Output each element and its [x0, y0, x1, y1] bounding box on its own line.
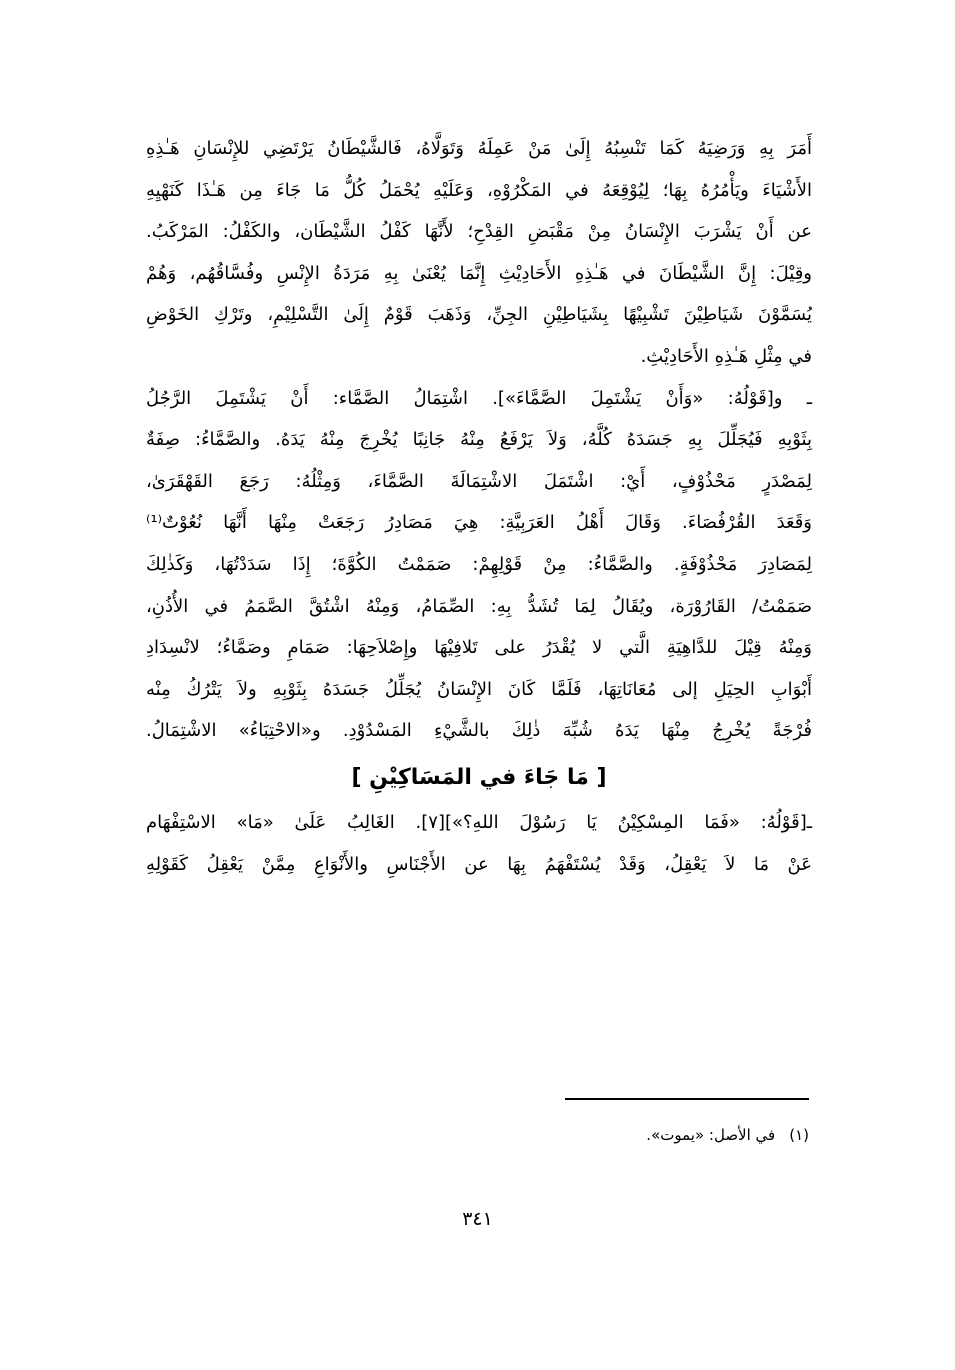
page-body — [146, 128, 812, 885]
text-line: عَنْ مَا لاَ يَعْقِلُ، وَقَدْ يُسْتَفْهَمُ بِهَا عن الأَجْنَاسِ والأَنْوَاعِ مِمَّنْ يَعْقِلُ كَقَوْلِهِ — [146, 853, 812, 875]
text-line: أَمَرَ بِهِ وَرَضِيَهُ كَمَا تَنْسِبُهُ إِلَىٰ مَنْ عَمِلَهُ وَتَوَلَّاهُ، فَالشَّيْطَانُ يَرْتَضِي للإِنْسَانِ هَـٰذِهِ — [146, 138, 812, 159]
text-line: صَمَمْتُ/ القَارُوْرَة، ويُقَالُ لِمَا تُشَدُّ بِهِ: الصِّمَامُ، وَمِنْهُ اشْتُقَّ الصَّمَمُ في الأُذُنِ، — [146, 595, 812, 617]
text-line: أَبْوَابِ الحِيَلِ إلى مُعَانَاتِهَا، فَلَمَّا كَانَ الإِنْسَانُ يُجَلِّلُ جَسَدَهُ بِثَوْبِهِ ولاَ يَتْرُكُ مِنْه — [146, 678, 812, 700]
text-line: لِمَصْدَرٍ مَحْذُوْفٍ، أَيْ: اشْتَمَلَ الاشْتِمَالَةَ الصَّمَّاءَ، وَمِثْلُهُ: رَجَعَ القَهْقَرَىٰ، — [146, 470, 812, 492]
text-line: يُسَمَّوْنَ شَيَاطِيْنَ تَشْبِيْهًا بِشَيَاطِيْنِ الجِنِّ، وَذَهَبَ قَوْمٌ إِلَىٰ التَّسْلِيْمِ، وتَرْكِ الخَوْضِ — [146, 304, 812, 326]
text-line: لِمَصَادِرَ مَحْذُوْفَةٍ. والصَّمَّاءُ: مِنْ قَوْلِهِمْ: صَمَمْتُ الكُوَّةَ؛ إِذَا سَدَدْتُهَا، وَكَذٰلِكَ — [146, 553, 812, 575]
text-line: في مِثْلِ هَـٰذِهِ الأَحَادِيْثِ. — [640, 345, 812, 367]
text-line: الأَشْيَاءَ ويَأْمُرُهُ بِهَا؛ لِيُوْقِعَهُ في المَكْرُوْهِ، وَعَلَيْهِ يُحْمَلُ كُلُّ مَا جَاءَ مِن هَـٰذَا كَنَهْيِهِ — [146, 179, 812, 201]
footnote-number: (١) — [789, 1126, 809, 1144]
text-line: ـ[قَوْلُهُ: «فَمَا المِسْكِيْنُ يَا رَسُوْلَ اللهِ؟»][٧]. الغَالِبُ عَلَىٰ «مَا» الاسْتِفْهَام — [146, 811, 813, 833]
section-heading: [ مَا جَاءَ في المَسَاكِيْنِ ] — [351, 764, 607, 790]
footnote-divider — [565, 1098, 809, 1100]
text-line: وقِيْلَ: إِنَّ الشَّيْطَانَ في هَـٰذِهِ الأَحَادِيْثِ إِنَّمَا يُعْنَىٰ بِهِ مَرَدَةُ الإِنْسِ وفُسَّاقُهُم، وَهُمْ — [146, 262, 812, 284]
text-line: عن أَنْ يَشْرَبَ الإِنْسَانُ مِنْ مَقْبَضِ القِدْحِ؛ لأَنَّهَا كَفْلُ الشَّيْطَان، والكَفْلُ: المَرْكَبُ. — [146, 221, 812, 243]
text-line: وَمِنْهُ قِيْلَ للدَّاهِيَةِ الَّتي لا يُقْدَرُ على تَلافِيْهَا وإِصْلاَحِهَا: صَمَامِ وصَمَّاءُ؛ لانْسِدَادِ — [146, 637, 812, 659]
footnote — [646, 1126, 809, 1144]
page-number: ٣٤١ — [462, 1208, 493, 1230]
footnote-text: في الأصل: «يموت». — [646, 1126, 776, 1144]
text-line: ـ و[قَوْلُهُ: «وَأَنْ يَشْتَمِلَ الصَّمَّاءَ»]. اشْتِمَالُ الصَّمَّاء: أَنْ يَشْتَمِلَ الرَّجُلُ — [146, 387, 812, 409]
text-line: فُرْجَةً يُخْرِجُ مِنْهَا يَدَهُ شُبِّهَ ذٰلِكَ بالشَّيْءِ المَسْدُوْدِ. و«الاحْتِبَاءُ» الاشْتِمَالُ. — [146, 720, 812, 742]
text-line: وَقَعَدَ القُرْفُصَاءَ. وَقَالَ أَهْلُ العَرَبِيَّةِ: هِيَ مَصَادِرُ رَجَعَتْ مِنْهَا أَنَّهَا نُعُوْتٌ⁽¹⁾ — [146, 512, 812, 534]
text-line: بِثَوْبِهِ فَيُجَلِّلَ بِهِ جَسَدَهُ كُلَّهُ، وَلاَ يَرْفَعُ مِنْهُ جَانِبًا يُخْرِجَ مِنْهُ يَدَهُ. والصَّمَّاءُ: صِفَةٌ — [146, 429, 812, 451]
